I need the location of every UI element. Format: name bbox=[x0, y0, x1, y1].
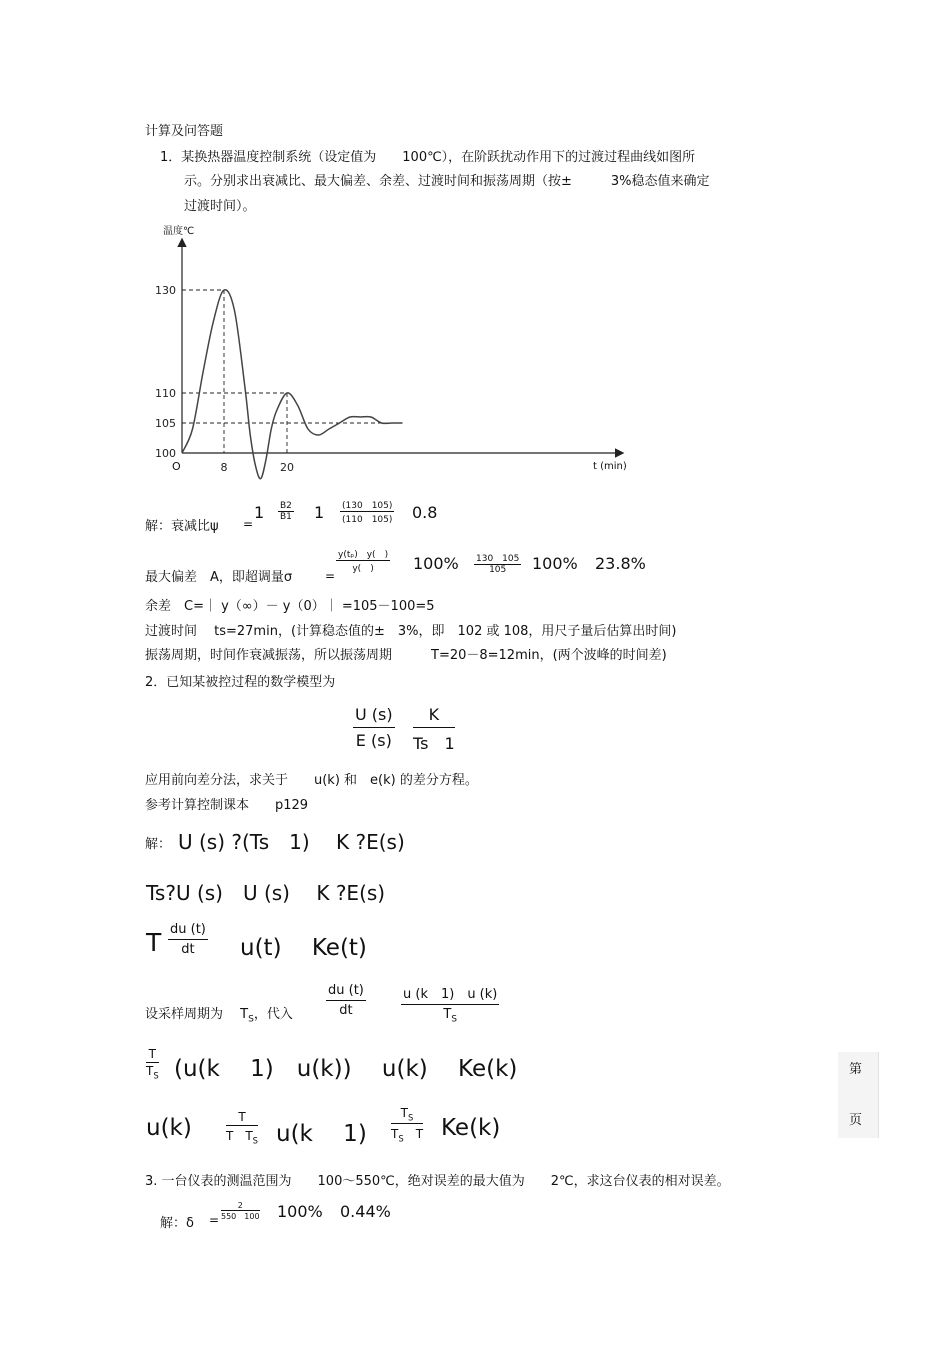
equation-5-mid: u(k 1) bbox=[276, 1121, 367, 1147]
transfer-function-lhs bbox=[353, 705, 395, 750]
sampling-text bbox=[145, 1003, 293, 1025]
fraction-relative-error bbox=[221, 1201, 260, 1222]
denominator-subscript: S bbox=[451, 1014, 458, 1025]
fraction-numerator: T bbox=[148, 1047, 156, 1061]
x-tick-label-20: 20 bbox=[280, 461, 294, 474]
residual-text: 余差 C=｜ y（∞）－ y（0）｜ =105－100=5 bbox=[145, 599, 435, 614]
question-1-line-1: 1．某换热器温度控制系统（设定值为 100℃），在阶跃扰动作用下的过渡过程曲线如图所 bbox=[160, 150, 696, 165]
decay-ratio-label: 解：衰减比ψ bbox=[145, 519, 219, 534]
equation-2: Ts?U (s) U (s) K ?E(s) bbox=[146, 881, 386, 905]
origin-label: O bbox=[172, 460, 181, 473]
fraction-denominator: dt bbox=[339, 1003, 353, 1018]
denominator-subscript: S bbox=[398, 1133, 404, 1144]
fraction-denominator: Ts 1 bbox=[413, 734, 455, 753]
denominator-T2: T bbox=[415, 1127, 424, 1142]
fraction-denominator: y( ) bbox=[352, 564, 374, 574]
fraction-du-dt-substitute bbox=[326, 983, 366, 1018]
fraction-overshoot bbox=[336, 547, 390, 574]
y-axis-label: 温度℃ bbox=[163, 226, 195, 237]
transfer-function-rhs bbox=[413, 705, 455, 754]
fraction-numerator: y(tₚ) y( ) bbox=[338, 550, 389, 560]
fraction-numerator: 2 bbox=[237, 1201, 243, 1210]
page-number-tab bbox=[838, 1052, 879, 1138]
question-3-solution-label: 解：δ bbox=[160, 1216, 194, 1231]
fraction-numerator: u (k 1) u (k) bbox=[403, 987, 498, 1002]
fraction-numerator: (130 105) bbox=[342, 501, 393, 511]
fraction-denominator bbox=[146, 1064, 159, 1080]
page-tab-top-char: 第 bbox=[849, 1062, 863, 1077]
question-2-reference: 参考计算控制课本 p129 bbox=[145, 798, 309, 813]
equation-4-rest: (u(k 1) u(k)) u(k) Ke(k) bbox=[174, 1056, 518, 1082]
x-axis-label: t (min) bbox=[593, 461, 627, 472]
numerator-T: T bbox=[400, 1106, 409, 1120]
formula-term: 100% bbox=[532, 554, 578, 573]
question-2-solution-label: 解： bbox=[145, 837, 172, 852]
equals-sign: = bbox=[209, 1213, 220, 1227]
response-curve bbox=[182, 290, 403, 479]
fraction-decay bbox=[340, 498, 394, 525]
sampling-text-main: 设采样周期为 T bbox=[145, 1007, 249, 1022]
formula-term: 100% bbox=[277, 1202, 323, 1221]
equation-1: U (s) ?(Ts 1) K ?E(s) bbox=[178, 830, 405, 854]
fraction-denominator bbox=[391, 1125, 423, 1143]
equals-sign: = bbox=[325, 569, 336, 583]
question-2-task: 应用前向差分法，求关于 u(k) 和 e(k) 的差分方程。 bbox=[145, 773, 478, 788]
fraction-du-dt bbox=[168, 922, 208, 957]
overshoot-result: 23.8% bbox=[595, 554, 646, 573]
denominator-T: T bbox=[146, 1064, 154, 1078]
x-tick-label-8: 8 bbox=[220, 461, 228, 474]
period-text: 振荡周期，时间作衰减振荡，所以振荡周期 T=20－8=12min，(两个波峰的时间差) bbox=[145, 648, 667, 663]
y-tick-label-100: 100 bbox=[155, 447, 176, 460]
fraction-T-over-Ts bbox=[146, 1047, 159, 1080]
fraction-numerator: K bbox=[428, 705, 440, 724]
denominator-subscript: S bbox=[252, 1135, 258, 1146]
denominator-T: T bbox=[443, 1007, 452, 1022]
sampling-text-after: ，代入 bbox=[253, 1007, 293, 1022]
fraction-denominator: dt bbox=[181, 942, 195, 957]
fraction-denominator bbox=[443, 1007, 457, 1025]
denominator-text: T T bbox=[226, 1129, 253, 1143]
fraction-Ts-over-Ts-T bbox=[391, 1106, 423, 1144]
page-tab-bottom-char: 页 bbox=[849, 1113, 863, 1128]
denominator-T: T bbox=[391, 1127, 399, 1142]
numerator-subscript: S bbox=[408, 1112, 414, 1123]
equation-5-lhs: u(k) bbox=[146, 1115, 192, 1141]
fraction-numerator bbox=[399, 1106, 416, 1122]
fraction-forward-difference bbox=[401, 983, 499, 1025]
denominator-subscript: S bbox=[153, 1070, 159, 1081]
formula-term: 100% bbox=[413, 554, 459, 573]
formula-term: 1 bbox=[254, 503, 265, 522]
sampling-subscript: S bbox=[248, 1014, 254, 1025]
fraction-b2-b1 bbox=[278, 501, 294, 522]
settling-time-text: 过渡时间 ts=27min，(计算稳态值的± 3%，即 102 或 108，用尺子量后估算出时间) bbox=[145, 624, 677, 639]
fraction-denominator: B1 bbox=[280, 512, 292, 522]
fraction-numerator: 130 105 bbox=[476, 554, 520, 564]
section-heading: 计算及问答题 bbox=[145, 124, 224, 139]
y-tick-label-110: 110 bbox=[155, 387, 176, 400]
y-tick-label-105: 105 bbox=[155, 417, 176, 430]
fraction-numerator: T bbox=[238, 1110, 246, 1124]
question-2-title: 2．已知某被控过程的数学模型为 bbox=[145, 675, 336, 690]
fraction-denominator: (110 105) bbox=[342, 515, 393, 525]
question-1-line-3: 过渡时间）。 bbox=[184, 199, 256, 214]
transition-curve-chart bbox=[140, 215, 650, 480]
fraction-overshoot-values bbox=[474, 551, 521, 575]
relative-error-result: 0.44% bbox=[340, 1202, 391, 1221]
y-tick-label-130: 130 bbox=[155, 284, 176, 297]
decay-ratio-result: 0.8 bbox=[412, 503, 438, 522]
question-3-title: 3. 一台仪表的测温范围为 100～550℃，绝对误差的最大值为 2℃，求这台仪表的相对误差。 bbox=[145, 1174, 730, 1189]
fraction-T-over-T-Ts bbox=[226, 1110, 258, 1145]
fraction-numerator: du (t) bbox=[170, 922, 206, 937]
equation-5-rest: Ke(k) bbox=[441, 1115, 501, 1141]
fraction-numerator: U (s) bbox=[355, 705, 393, 724]
fraction-denominator bbox=[226, 1127, 258, 1145]
fraction-numerator: du (t) bbox=[328, 983, 364, 998]
equation-3-T: T bbox=[146, 928, 162, 957]
fraction-denominator: E (s) bbox=[355, 731, 392, 750]
fraction-numerator: B2 bbox=[280, 501, 292, 511]
equals-sign: = bbox=[243, 517, 254, 531]
equation-3-rest: u(t) Ke(t) bbox=[240, 935, 367, 961]
max-deviation-label: 最大偏差 A，即超调量σ bbox=[145, 570, 293, 585]
question-1-line-2: 示。分别求出衰减比、最大偏差、余差、过渡时间和振荡周期（按± 3%稳态值来确定 bbox=[184, 174, 710, 189]
formula-term: 1 bbox=[314, 503, 325, 522]
fraction-denominator: 550 100 bbox=[221, 1212, 260, 1221]
fraction-denominator: 105 bbox=[489, 565, 507, 575]
